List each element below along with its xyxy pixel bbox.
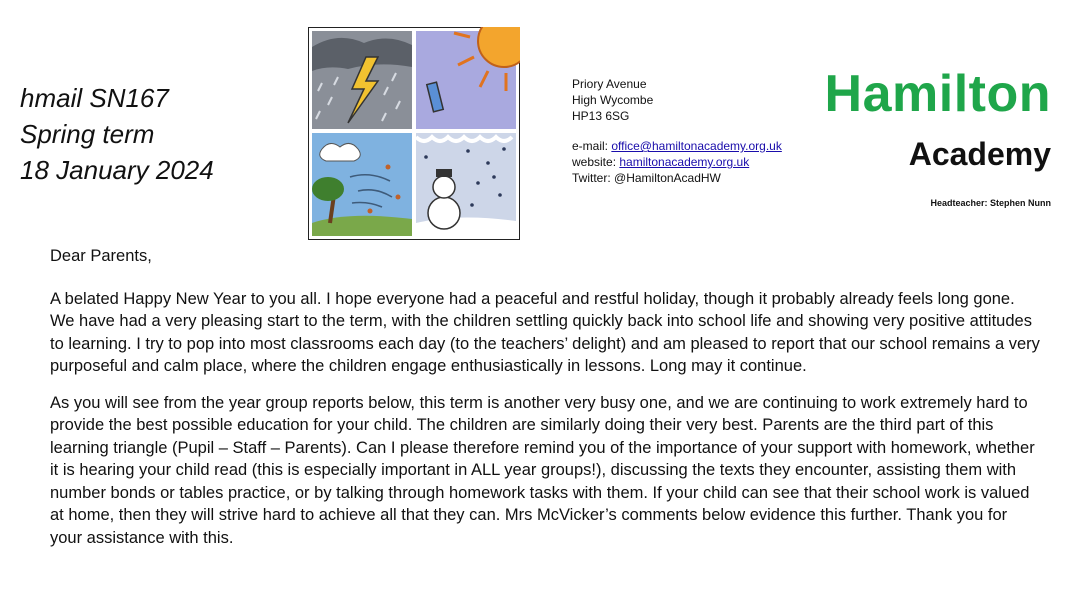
wind-panel [312, 133, 412, 236]
website-line [572, 154, 782, 170]
four-seasons-logo [308, 27, 520, 240]
twitter-line: Twitter: @HamiltonAcadHW [572, 171, 721, 185]
website-link[interactable]: hamiltonacademy.org.uk [619, 155, 750, 169]
letter-paragraph-2: As you will see from the year group reports below, this term is another very busy one, and we are continuing to work extremely hard to provide the best possible education for your child. The children are similarly doing their very best. Parents are the third part of this learning triangle (Pupil – Staff – Parents). Can I please therefore remind you of the importance of your support with homework, whether it is hearing your child read (this is especially important in ALL year groups!), discussing the texts they encounter, assisting them with number bonds or tables practice, or by talking through homework tasks with them. If your child can see that their school work is valued at home, then they will strive hard to achieve all that they can. Mrs McVicker’s comments below evidence this further. Thank you for your assistance with this. [50, 393, 1035, 547]
email-link[interactable]: office@hamiltonacademy.org.uk [611, 139, 782, 153]
newsletter-issue-info [20, 80, 214, 188]
school-name: Hamilton [824, 65, 1051, 123]
address-spacer [572, 124, 782, 138]
address-postcode: HP13 6SG [572, 109, 630, 123]
school-contact-block [572, 76, 782, 186]
school-name-sub: Academy [908, 136, 1051, 172]
letter-body [50, 245, 1040, 563]
storm-panel [312, 31, 412, 129]
sun-panel [416, 27, 520, 129]
issue-code: hmail SN167 [20, 83, 169, 113]
headteacher-credit: Headteacher: Stephen Nunn [930, 198, 1051, 208]
snow-panel [416, 133, 516, 236]
letter-salutation: Dear Parents, [50, 247, 152, 265]
website-label: website: [572, 155, 620, 169]
address-line-2: High Wycombe [572, 93, 654, 107]
email-label: e-mail: [572, 139, 612, 153]
issue-term: Spring term [20, 119, 155, 149]
letter-paragraph-1: A belated Happy New Year to you all. I hope everyone had a peaceful and restful holiday, though it probably already feels long gone. We have had a very pleasing start to the term, with the children settling quickly back into school life and showing very positive attitudes to learning. I try to pop into most classrooms each day (to the teachers’ delight) and am pleased to report that our school remains a very purposeful and calm place, where the children engage enthusiastically in lessons. Long may it continue. [50, 289, 1040, 375]
address-line-1: Priory Avenue [572, 77, 647, 91]
issue-date: 18 January 2024 [20, 155, 214, 185]
email-line [572, 138, 782, 154]
